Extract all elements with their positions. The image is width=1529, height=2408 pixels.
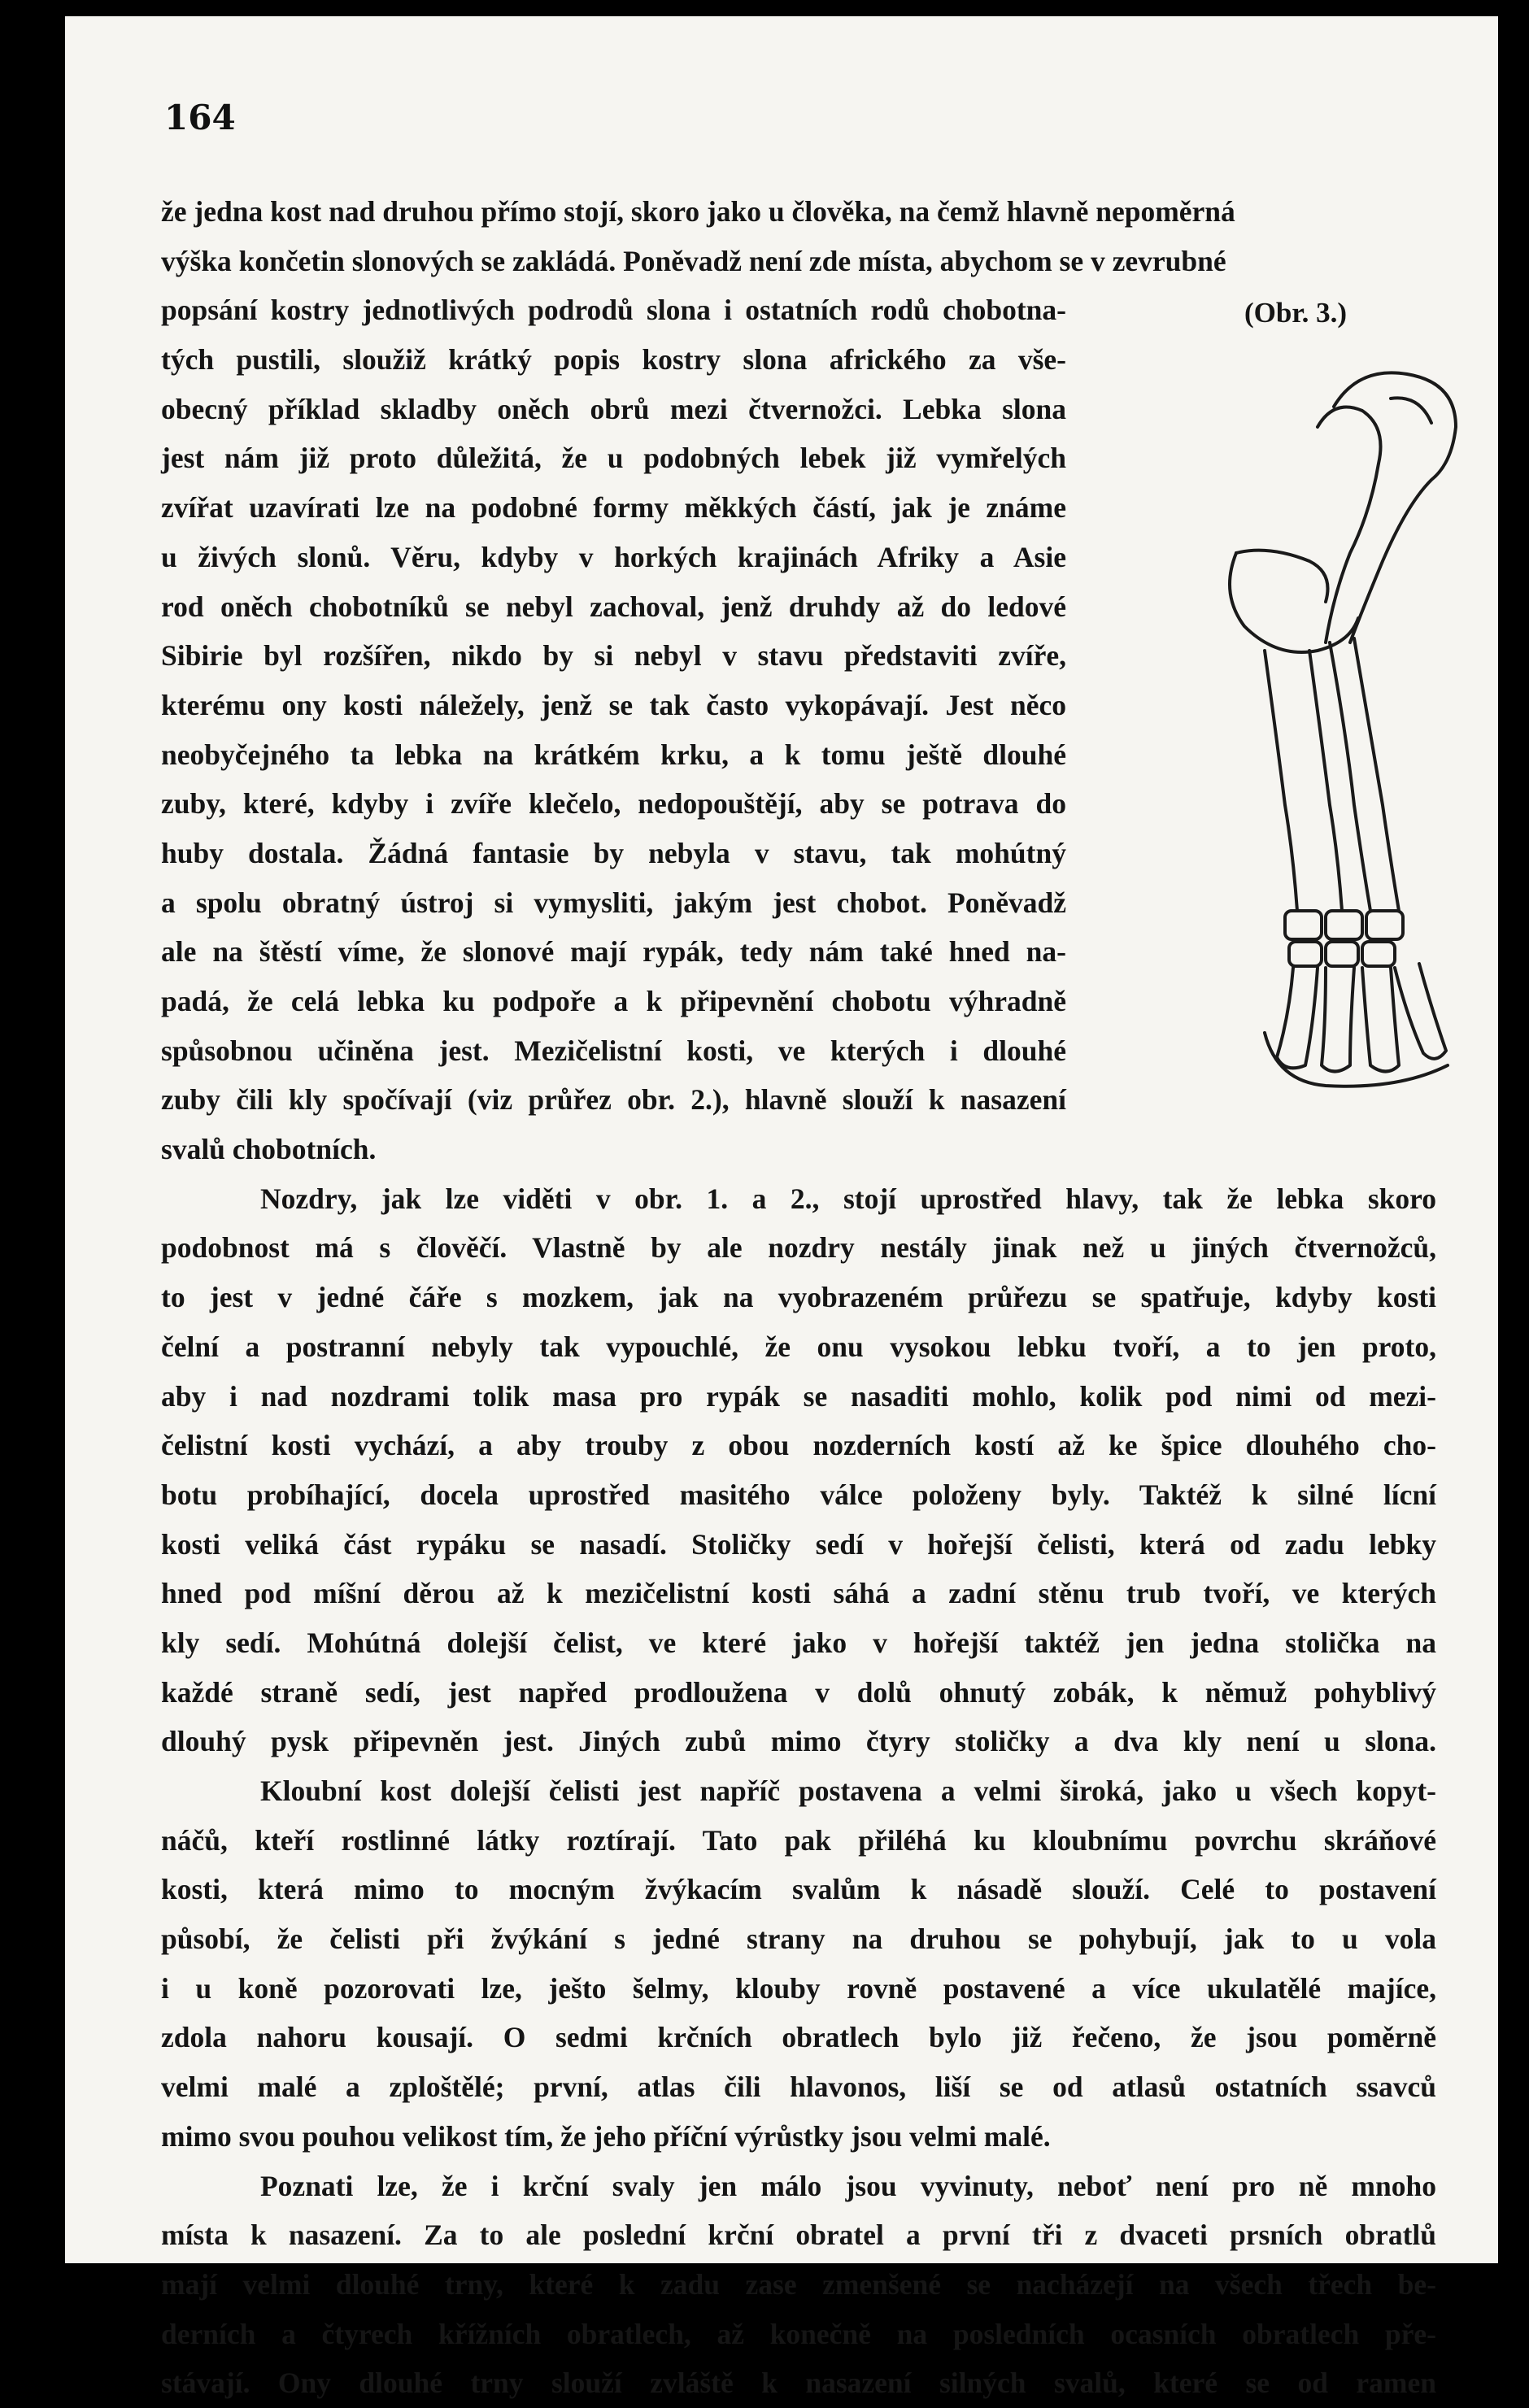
text-line: ale na štěstí víme, že slonové mají rypák, tedy nám také hned na- [161, 935, 1066, 969]
text-line: čelistní kosti vychází, a aby trouby z obou nozderních kostí až ke špice dlouhého cho- [161, 1429, 1436, 1462]
text-line: stávají. Ony dlouhé trny slouží zvláště k nasazení silných svalů, které se od ramen [161, 2367, 1436, 2400]
text-line: podobnost má s člověčí. Vlastně by ale nozdry nestály jinak než u jiných čtvernožců, [161, 1231, 1436, 1265]
text-line: aby i nad nozdrami tolik masa pro rypák se nasaditi mohlo, kolik pod nimi od mezi- [161, 1379, 1436, 1413]
text-line: svalů chobotních. [161, 1133, 377, 1166]
text-line: hned pod míšní děrou až k mezičelistní kosti sáhá a zadní stěnu trub tvoří, ve kterých [161, 1577, 1436, 1610]
text-line: působí, že čelisti při žvýkání s jedné strany na druhou se pohybují, jak to u vola [161, 1922, 1436, 1956]
text-line: botu probíhající, docela uprostřed masitého válce položeny byly. Taktéž k silné lícní [161, 1478, 1436, 1511]
text-line: padá, že celá lebka ku podpoře a k připevnění chobotu výhradně [161, 985, 1066, 1017]
page-number: 164 [164, 98, 236, 137]
figure-caption: (Obr. 3.) [1244, 297, 1348, 329]
text-line: kly sedí. Mohútná dolejší čelist, ve které jako v hořejší taktéž jen jedna stolička na [161, 1626, 1436, 1659]
text-line: výška končetin slonových se zakládá. Poněvadž není zde místa, abychom se v zevrubné [161, 244, 1226, 277]
text-line: u živých slonů. Věru, kdyby v horkých krajinách Afriky a Asie [161, 540, 1066, 573]
text-line: derních a čtyrech křížních obratlech, až konečně na posledních ocasních obratlech pře- [161, 2317, 1436, 2350]
text-line: i u koně pozorovati lze, ješto šelmy, klouby rovně postavené a více ukulatělé majíce, [161, 1971, 1436, 2005]
book-page [65, 16, 1503, 2400]
text-line: zuby čili kly spočívají (viz průřez obr. 2.), hlavně slouží k nasazení [161, 1083, 1066, 1117]
text-line: zdola nahoru kousají. O sedmi krčních obratlech bylo již řečeno, že jsou poměrně [161, 2021, 1436, 2054]
text-line: a spolu obratný ústroj si vymysliti, jakým jest chobot. Poněvadž [161, 886, 1066, 919]
text-line: mají velmi dlouhé trny, které k zadu zase zmenšené se nacházejí na všech třech be- [161, 2267, 1436, 2301]
text-line: kosti, která mimo to mocným žvýkacím svalům k násadě slouží. Celé to postavení [161, 1873, 1436, 1906]
text-line: zuby, které, kdyby i zvíře klečelo, nedopouštějí, aby se potrava do [161, 787, 1066, 821]
text-line: tých pustili, sloužiž krátký popis kostry slona afrického za vše- [161, 343, 1066, 377]
text-line: to jest v jedné čáře s mozkem, jak na vyobrazeném průřezu se spatřuje, kdyby kosti [161, 1281, 1436, 1314]
body-text [161, 187, 1436, 2408]
text-line: velmi malé a zploštělé; první, atlas čili hlavonos, liší se od atlasů ostatních ssavců [161, 2071, 1436, 2104]
text-line: dlouhý pysk připevněn jest. Jiných zubů mimo čtyry stoličky a dva kly není u slona. [161, 1725, 1436, 1758]
text-line: každé straně sedí, jest napřed prodloužena v dolů ohnutý zobák, k němuž pohyblivý [161, 1675, 1436, 1709]
text-line: Poznati lze, že i krční svaly jen málo jsou vyvinuty, neboť není pro ně mnoho [260, 2169, 1436, 2202]
text-line: Kloubní kost dolejší čelisti jest napříč postavena a velmi široká, jako u všech kopyt- [260, 1774, 1436, 1807]
text-line: mimo svou pouhou velikost tím, že jeho příční výrůstky jsou velmi malé. [161, 2119, 1051, 2153]
text-line: místa k nasazení. Za to ale poslední krční obratel a první tři z dvaceti prsních obratlů [161, 2219, 1436, 2252]
text-line: kterému ony kosti náležely, jenž se tak často vykopávají. Jest něco [161, 688, 1066, 721]
text-line: obecný příklad skladby oněch obrů mezi čtvernožci. Lebka slona [161, 392, 1066, 425]
text-line: rod oněch chobotníků se nebyl zachoval, jenž druhdy až do ledové [161, 590, 1066, 623]
text-line: Sibirie byl rozšířen, nikdo by si nebyl v stavu představiti zvíře, [161, 639, 1066, 673]
text-line: Nozdry, jak lze viděti v obr. 1. a 2., stojí uprostřed hlavy, tak že lebka skoro [260, 1182, 1436, 1215]
text-line: jest nám již proto důležitá, že u podobných lebek již vymřelých [161, 442, 1066, 475]
text-line: že jedna kost nad druhou přímo stojí, skoro jako u člověka, na čemž hlavně nepoměrná [161, 195, 1235, 228]
text-line: náčů, kteří rostlinné látky roztírají. Tato pak přiléhá ku kloubnímu povrchu skráňové [161, 1823, 1436, 1857]
text-line: zvířat uzavírati lze na podobné formy měkkých částí, jak je známe [161, 491, 1066, 525]
text-line: čelní a postranní nebyly tak vypouchlé, že onu vysokou lebku tvoří, a to jen proto, [161, 1330, 1436, 1363]
page-edge [1498, 16, 1503, 2263]
text-line: huby dostala. Žádná fantasie by nebyla v stavu, tak mohútný [161, 836, 1066, 869]
text-line: kosti veliká část rypáku se nasadí. Stoličky sedí v hořejší čelisti, která od zadu lebky [161, 1527, 1436, 1561]
text-line: popsání kostry jednotlivých podrodů slona i ostatních rodů chobotna- [161, 294, 1066, 327]
text-line: spůsobnou učiněna jest. Mezičelistní kosti, ve kterých i dlouhé [161, 1034, 1066, 1067]
text-line: neobyčejného ta lebka na krátkém krku, a k tomu ještě dlouhé [161, 738, 1066, 771]
